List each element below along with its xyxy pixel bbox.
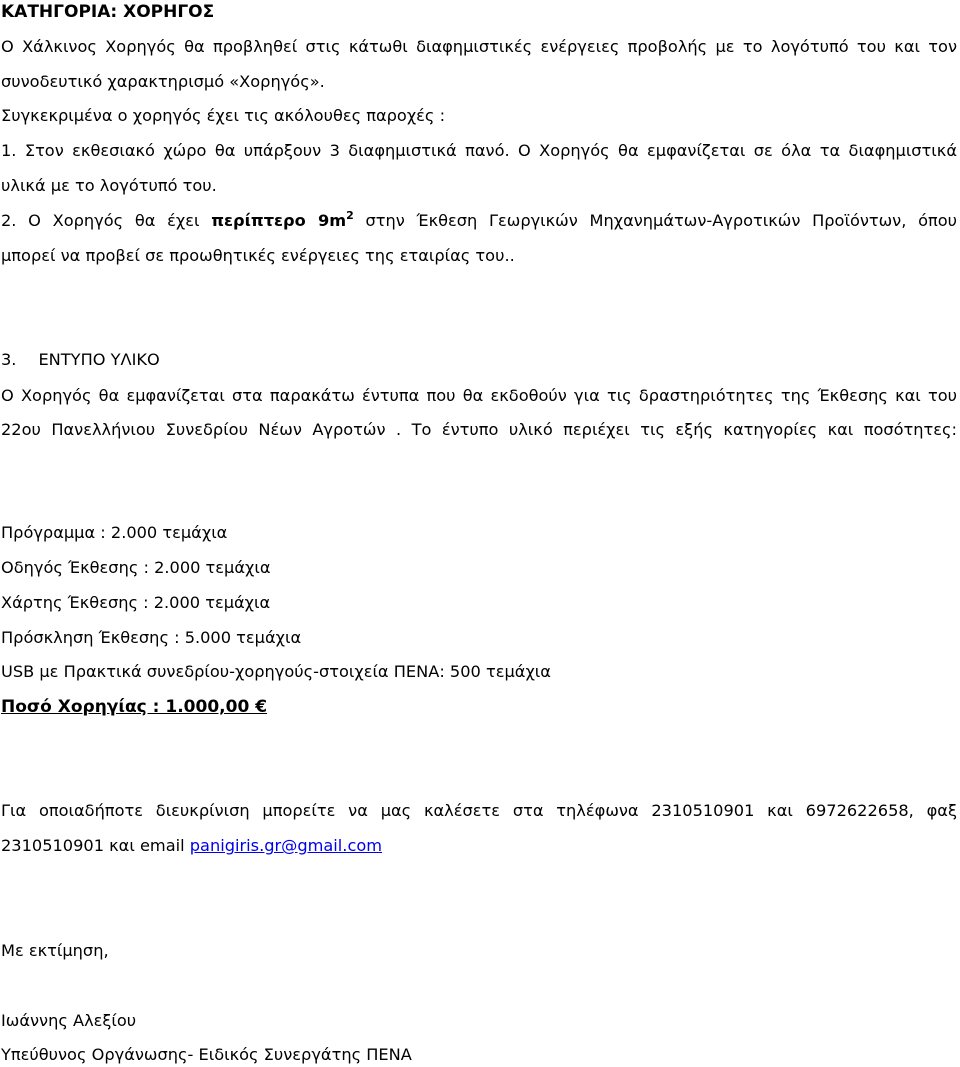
material-item: Χάρτης Έκθεσης : 2.000 τεμάχια xyxy=(1,593,271,612)
item-2-superscript: 2 xyxy=(346,209,354,222)
contact-line-1: Για οποιαδήποτε διευκρίνιση μπορείτε να μας καλέσετε στα τηλέφωνα 2310510901 και 6972622658, φαξ xyxy=(1,801,957,820)
item-2-line-2: μπορεί να προβεί σε προωθητικές ενέργειες της εταιρίας του.. xyxy=(1,246,515,265)
intro-line-2: συνοδευτικό χαρακτηρισμό «Χορηγός». xyxy=(1,72,325,91)
signatory-title: Υπεύθυνος Οργάνωσης- Ειδικός Συνεργάτης ΠΕΝΑ xyxy=(1,1045,412,1064)
item-2-prefix: 2. Ο Χορηγός θα έχει xyxy=(1,211,212,230)
material-item: USB με Πρακτικά συνεδρίου-χορηγούς-στοιχεία ΠΕΝΑ: 500 τεμάχια xyxy=(1,662,551,681)
item-2-booth: περίπτερο 9m xyxy=(211,211,347,230)
item-2-line-1 xyxy=(1,210,957,232)
sponsorship-amount: Ποσό Χορηγίας : 1.000,00 € xyxy=(1,697,268,717)
closing-greeting: Με εκτίμηση, xyxy=(1,941,109,960)
material-item: Πρόγραμμα : 2.000 τεμάχια xyxy=(1,523,228,542)
item-3-title: ΕΝΤΥΠΟ ΥΛΙΚΟ xyxy=(38,350,160,369)
item-1-line-2: υλικά με το λογότυπό του. xyxy=(1,176,217,195)
signatory-name: Ιωάννης Αλεξίου xyxy=(1,1011,137,1030)
material-item: Οδηγός Έκθεσης : 2.000 τεμάχια xyxy=(1,558,271,577)
material-item: Πρόσκληση Έκθεσης : 5.000 τεμάχια xyxy=(1,628,302,647)
contact-line-2-prefix: 2310510901 και email xyxy=(1,836,190,855)
item-3-line-2: 22ου Πανελλήνιου Συνεδρίου Νέων Αγροτών . Το έντυπο υλικό περιέχει τις εξής κατηγορίες και ποσότητες: xyxy=(1,420,957,439)
item-3-heading xyxy=(1,349,160,371)
contact-line-2 xyxy=(1,835,382,857)
intro-line-1: Ο Χάλκινος Χορηγός θα προβληθεί στις κάτωθι διαφημιστικές ενέργειες προβολής με το λογότυπό του και τον xyxy=(1,37,957,56)
item-1-line-1: 1. Στον εκθεσιακό χώρο θα υπάρξουν 3 διαφημιστικά πανό. Ο Χορηγός θα εμφανίζεται σε όλα τα διαφημιστικά xyxy=(1,141,957,160)
email-link[interactable]: panigiris.gr@gmail.com xyxy=(189,836,383,855)
item-3-line-1: Ο Χορηγός θα εμφανίζεται στα παρακάτω έντυπα που θα εκδοθούν για τις δραστηριότητες της Έκθεσης και του xyxy=(1,386,957,405)
item-2-suffix: στην Έκθεση Γεωργικών Μηχανημάτων-Αγροτικών Προϊόντων, όπου xyxy=(353,211,958,230)
category-heading: ΚΑΤΗΓΟΡΙΑ: ΧΟΡΗΓΟΣ xyxy=(1,2,215,22)
intro-line-3: Συγκεκριμένα ο χορηγός έχει τις ακόλουθες παροχές : xyxy=(1,106,446,125)
item-3-number: 3. xyxy=(1,350,17,369)
